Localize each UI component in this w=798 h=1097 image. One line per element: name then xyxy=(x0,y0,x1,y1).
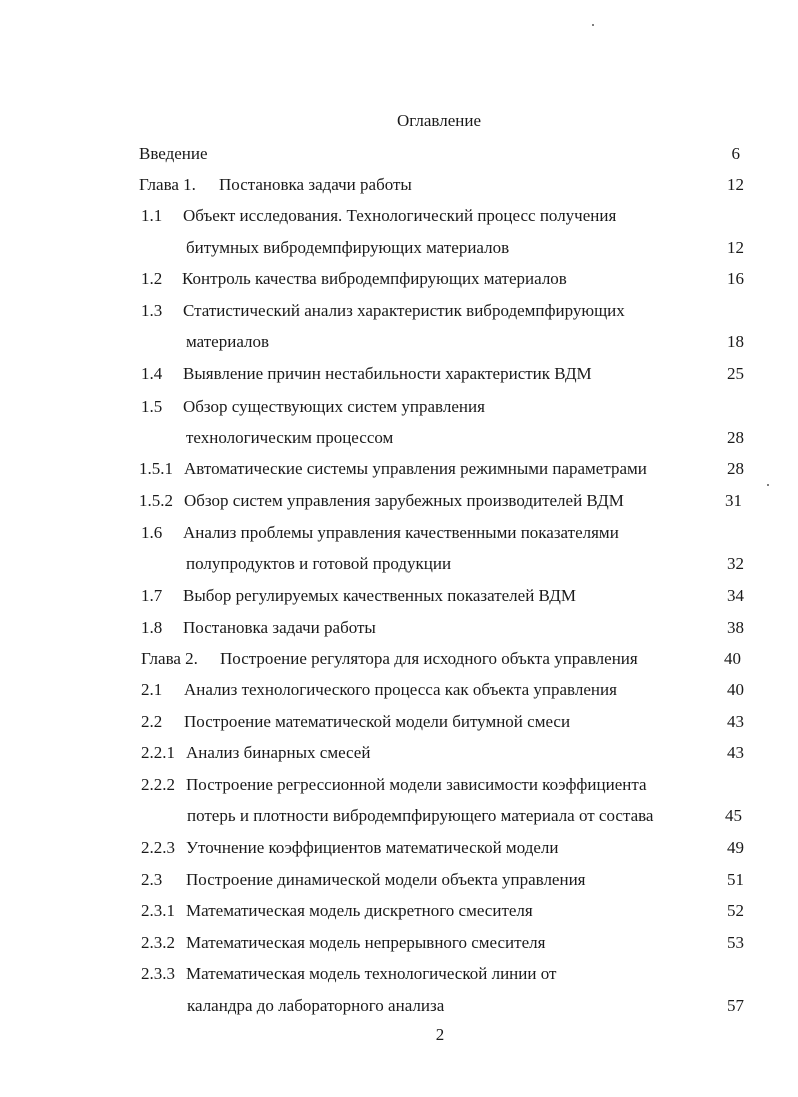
toc-entry-page: 51 xyxy=(727,870,744,889)
toc-entry-page: 43 xyxy=(727,743,744,762)
toc-entry-number: 2.3.1 xyxy=(141,901,175,920)
toc-entry xyxy=(0,995,798,1017)
toc-entry xyxy=(0,331,798,353)
toc-entry-title: Построение регулятора для исходного объкта управления xyxy=(220,649,638,668)
toc-entry-number: Глава 1. xyxy=(139,175,196,194)
toc-entry xyxy=(0,205,798,227)
toc-entry-title: Математическая модель непрерывного смесителя xyxy=(186,933,546,952)
toc-entry-title: Автоматические системы управления режимными параметрами xyxy=(184,459,647,478)
toc-entry-page: 45 xyxy=(725,806,742,825)
toc-entry-title: Анализ бинарных смесей xyxy=(186,743,371,762)
toc-entry xyxy=(0,237,798,259)
toc-entry-title: технологическим процессом xyxy=(186,428,394,447)
toc-entry-page: 28 xyxy=(727,428,744,447)
scan-speck xyxy=(592,24,594,26)
toc-entry-page: 31 xyxy=(725,491,742,510)
toc-entry-page: 40 xyxy=(727,680,744,699)
toc-entry xyxy=(0,268,798,290)
toc-entry xyxy=(0,300,798,322)
toc-entry-number: 1.1 xyxy=(141,206,163,225)
toc-entry-title: Построение динамической модели объекта управления xyxy=(186,870,586,889)
toc-entry-number: 1.6 xyxy=(141,523,163,542)
toc-entry xyxy=(0,869,798,891)
toc-entry xyxy=(0,174,798,196)
toc-entry-number: 2.2.3 xyxy=(141,838,175,857)
toc-entry-title: Построение регрессионной модели зависимости коэффициента xyxy=(186,775,647,794)
toc-entry xyxy=(0,617,798,639)
toc-entry-page: 28 xyxy=(727,459,744,478)
toc-entry-number: 1.4 xyxy=(141,364,163,383)
scan-speck xyxy=(767,484,769,486)
toc-entry xyxy=(0,805,798,827)
toc-entry-title: Математическая модель технологической линии от xyxy=(186,964,557,983)
toc-entry-title: Анализ проблемы управления качественными показателями xyxy=(183,523,619,542)
toc-entry-number: 1.8 xyxy=(141,618,163,637)
toc-entry-title: Построение математической модели битумной смеси xyxy=(184,712,571,731)
toc-entry-page: 40 xyxy=(724,649,741,668)
toc-entry-page: 38 xyxy=(727,618,744,637)
toc-entry-title: Анализ технологического процесса как объекта управления xyxy=(184,680,617,699)
toc-entry xyxy=(0,553,798,575)
toc-entry-number: 1.2 xyxy=(141,269,163,288)
toc-entry xyxy=(0,490,798,512)
toc-entry-page: 12 xyxy=(727,175,744,194)
toc-entry-title: Объект исследования. Технологический процесс получения xyxy=(183,206,617,225)
toc-entry-number: 2.1 xyxy=(141,680,163,699)
toc-entry-title: потерь и плотности вибродемпфирующего материала от состава xyxy=(187,806,654,825)
toc-entry xyxy=(0,742,798,764)
toc-entry-page: 6 xyxy=(731,144,740,163)
toc-entry-title: Постановка задачи работы xyxy=(183,618,376,637)
toc-entry xyxy=(0,585,798,607)
toc-entry-page: 57 xyxy=(727,996,744,1015)
toc-entry-title: Обзор существующих систем управления xyxy=(183,397,485,416)
toc-entry xyxy=(0,711,798,733)
toc-entry-page: 52 xyxy=(727,901,744,920)
toc-entry-page: 12 xyxy=(727,238,744,257)
toc-entry-number: 2.3.2 xyxy=(141,933,175,952)
toc-entry-number: 2.3 xyxy=(141,870,163,889)
toc-entry-number: 1.3 xyxy=(141,301,163,320)
toc-entry-title: Статистический анализ характеристик вибродемпфирующих xyxy=(183,301,625,320)
toc-entry-number: 1.7 xyxy=(141,586,163,605)
toc-entry xyxy=(0,143,798,165)
toc-entry-page: 32 xyxy=(727,554,744,573)
page-title: Оглавление xyxy=(397,111,481,130)
toc-entry-title: Введение xyxy=(139,144,208,163)
toc-entry xyxy=(0,932,798,954)
toc-entry xyxy=(0,837,798,859)
toc-entry-page: 53 xyxy=(727,933,744,952)
toc-entry xyxy=(0,396,798,418)
page-number: 2 xyxy=(435,1025,445,1044)
toc-entry-page: 49 xyxy=(727,838,744,857)
toc-entry-title: полупродуктов и готовой продукции xyxy=(186,554,452,573)
toc-entry-title: материалов xyxy=(186,332,270,351)
toc-entry-title: каландра до лабораторного анализа xyxy=(187,996,445,1015)
toc-entry xyxy=(0,522,798,544)
toc-entry-number: 2.2.1 xyxy=(141,743,175,762)
toc-entry xyxy=(0,679,798,701)
toc-entry xyxy=(0,363,798,385)
toc-entry-title: Математическая модель дискретного смесителя xyxy=(186,901,533,920)
toc-entry-page: 16 xyxy=(727,269,744,288)
toc-entry xyxy=(0,458,798,480)
toc-entry xyxy=(0,648,798,670)
toc-entry-page: 34 xyxy=(727,586,744,605)
toc-entry-title: Постановка задачи работы xyxy=(219,175,412,194)
toc-entry xyxy=(0,963,798,985)
toc-entry-page: 43 xyxy=(727,712,744,731)
toc-entry-number: 1.5.1 xyxy=(139,459,173,478)
toc-entry xyxy=(0,427,798,449)
toc-entry-title: Выявление причин нестабильности характеристик ВДМ xyxy=(183,364,592,383)
toc-entry-page: 18 xyxy=(727,332,744,351)
toc-entry-number: 2.3.3 xyxy=(141,964,175,983)
toc-entry-title: Выбор регулируемых качественных показателей ВДМ xyxy=(183,586,576,605)
toc-entry-number: 1.5 xyxy=(141,397,163,416)
toc-entry xyxy=(0,900,798,922)
toc-entry-number: 2.2.2 xyxy=(141,775,175,794)
toc-entry-number: 1.5.2 xyxy=(139,491,173,510)
toc-entry xyxy=(0,774,798,796)
toc-entry-number: 2.2 xyxy=(141,712,163,731)
toc-entry-title: Уточнение коэффициентов математической модели xyxy=(186,838,559,857)
toc-entry-title: битумных вибродемпфирующих материалов xyxy=(186,238,510,257)
toc-entry-title: Контроль качества вибродемпфирующих материалов xyxy=(182,269,567,288)
toc-entry-page: 25 xyxy=(727,364,744,383)
toc-entry-title: Обзор систем управления зарубежных производителей ВДМ xyxy=(184,491,624,510)
toc-entry-number: Глава 2. xyxy=(141,649,198,668)
